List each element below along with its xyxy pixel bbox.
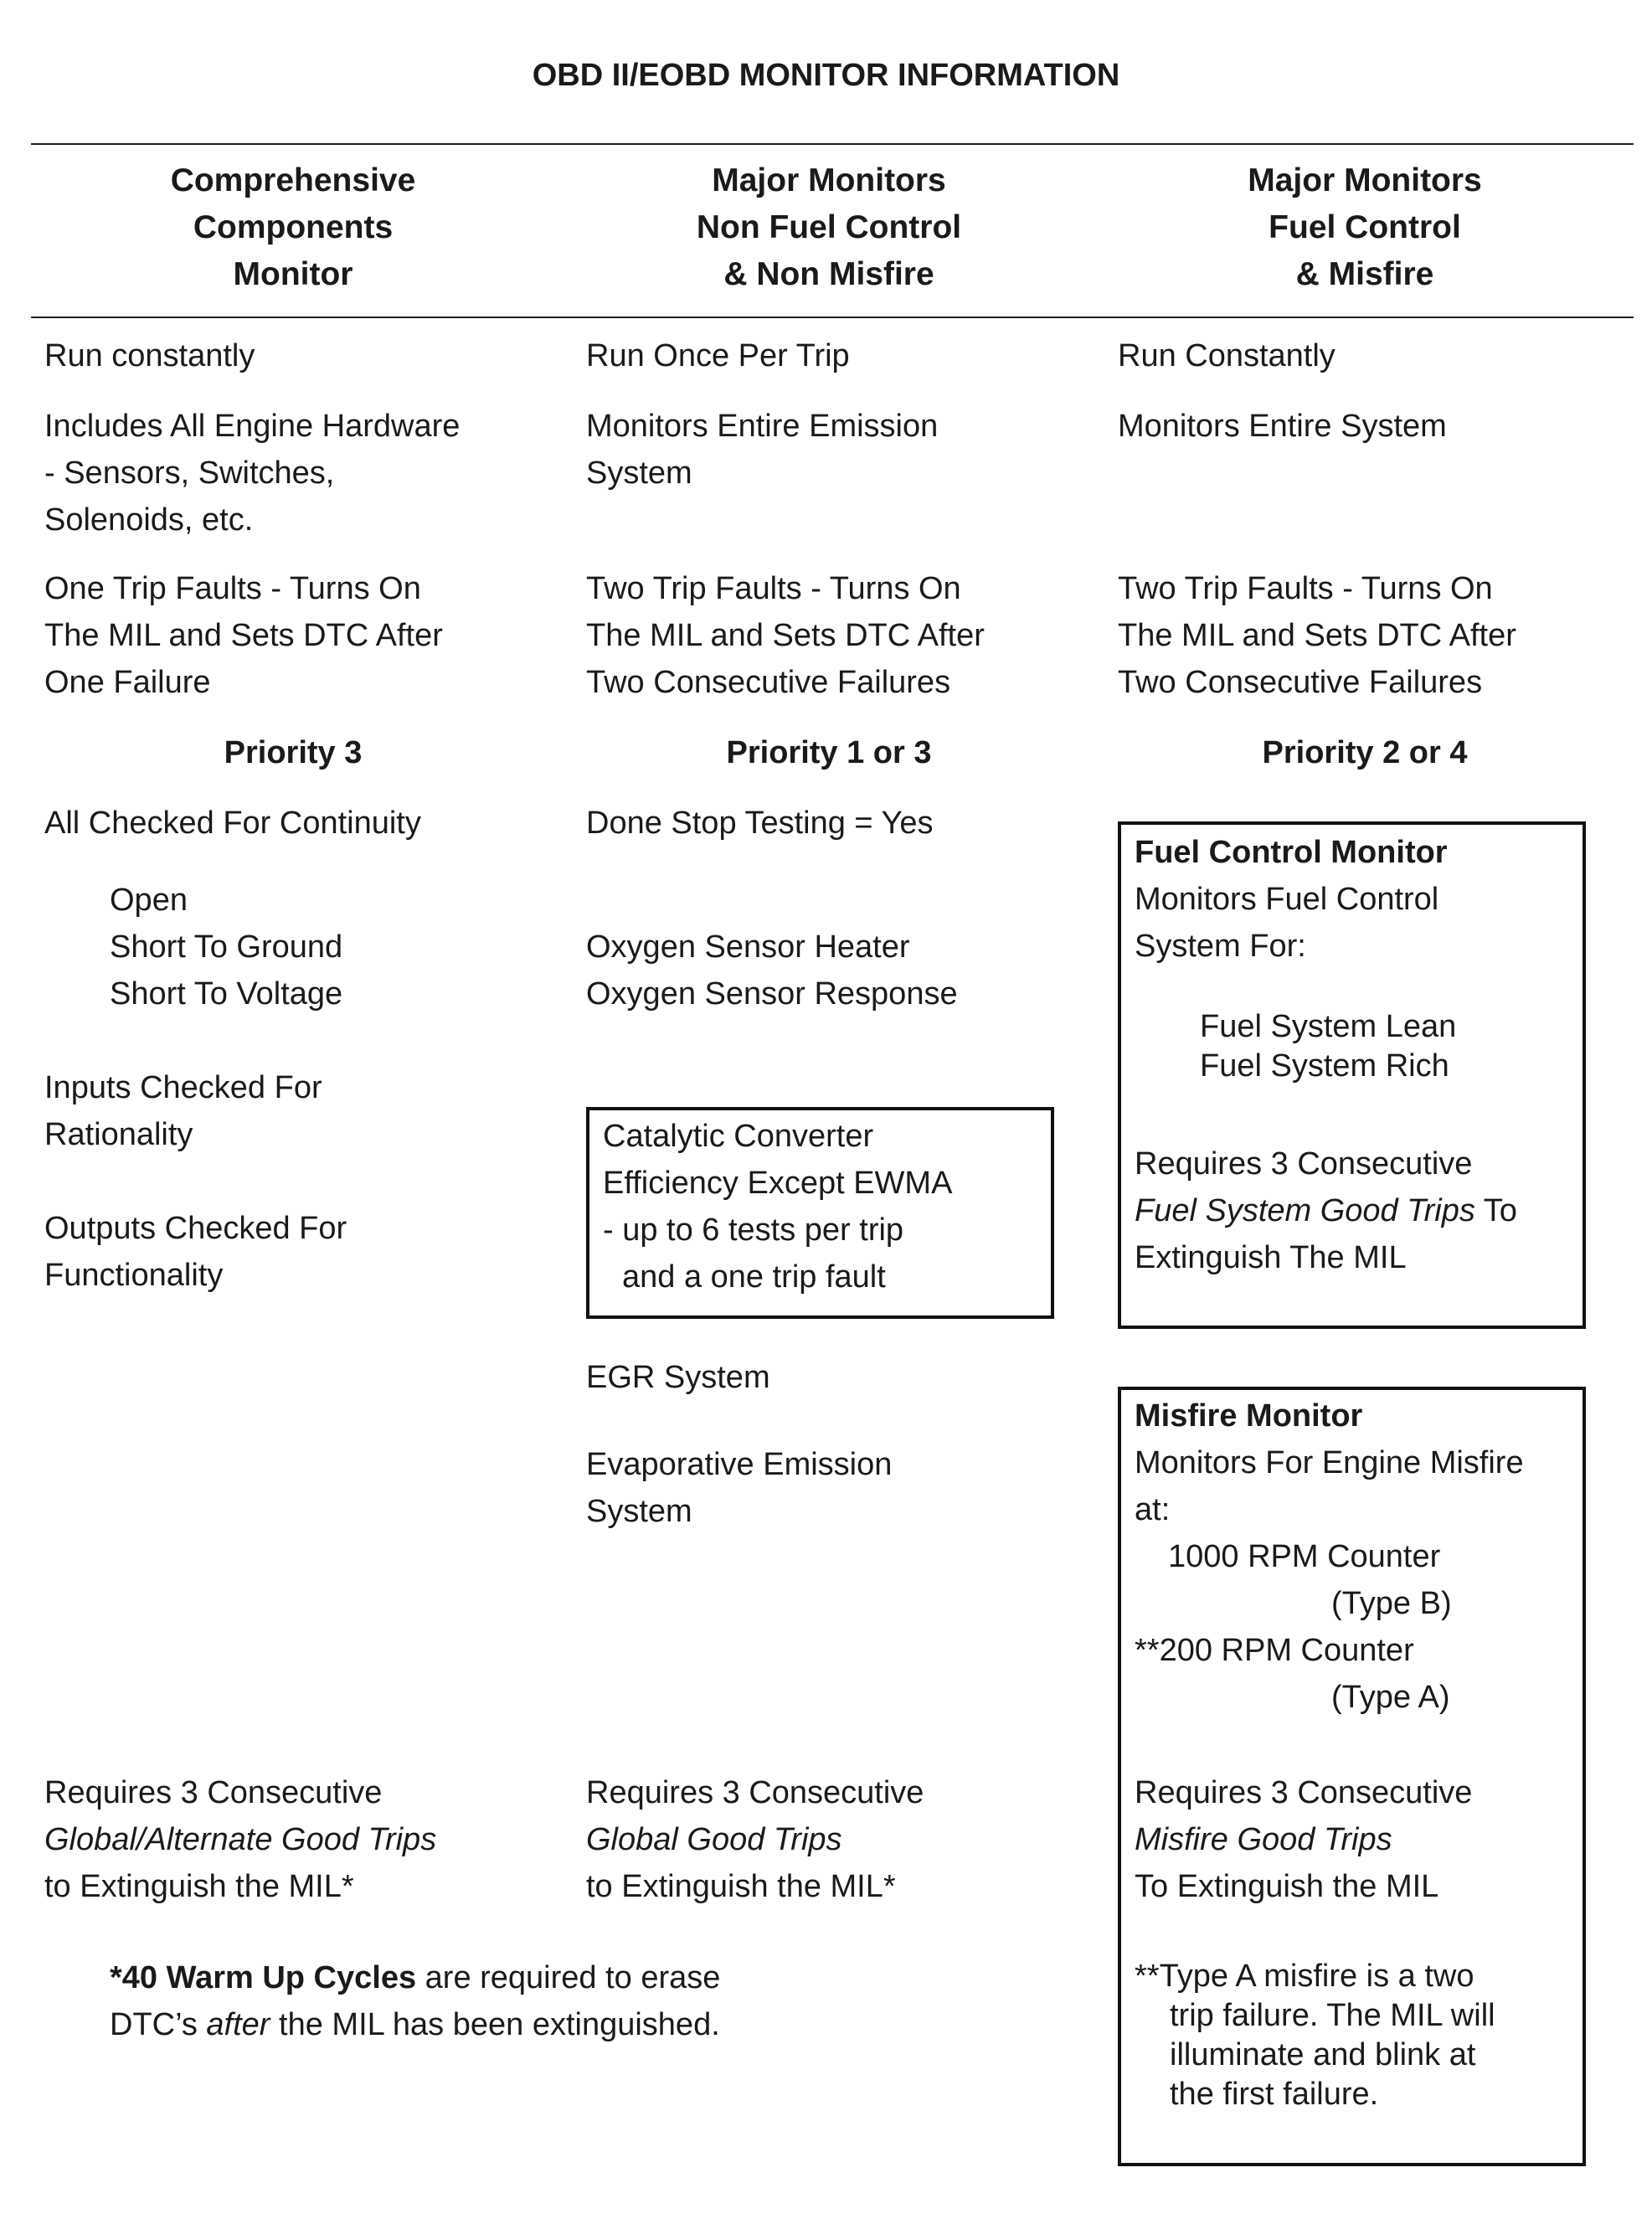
column-header-line: Components — [193, 209, 394, 245]
text-line: The MIL and Sets DTC After — [44, 618, 443, 653]
col3-priority: Priority 2 or 4 — [1262, 735, 1468, 770]
text-line: and a one trip fault — [622, 1259, 886, 1295]
text-line: - up to 6 tests per trip — [603, 1212, 904, 1248]
misfire-text — [1135, 1393, 1524, 1721]
text-line: Inputs Checked For — [44, 1070, 322, 1105]
column-header-line: & Non Misfire — [723, 256, 934, 292]
text-line: Requires 3 Consecutive — [586, 1775, 924, 1810]
text-line — [44, 1816, 436, 1863]
column-header-line: Non Fuel Control — [696, 209, 962, 245]
text-line: (Type A) — [1331, 1680, 1450, 1715]
text-line: System — [586, 456, 692, 491]
text-line: System For: — [1135, 929, 1306, 964]
col2-egr: EGR System — [586, 1360, 770, 1395]
good-trips-text: Fuel System Good Trips — [1135, 1193, 1475, 1228]
text-line: One Failure — [44, 665, 211, 700]
col2-done: Done Stop Testing = Yes — [586, 806, 934, 841]
text-line: The MIL and Sets DTC After — [586, 618, 985, 653]
col1-outputs — [44, 1205, 347, 1299]
col2-monitors — [586, 403, 938, 497]
text-line: **200 RPM Counter — [1135, 1633, 1414, 1668]
text-line: System — [586, 1494, 692, 1529]
text-line: Two Trip Faults - Turns On — [1118, 571, 1493, 606]
column-header-line: & Misfire — [1295, 256, 1434, 292]
col1-continuity: All Checked For Continuity — [44, 806, 421, 841]
column-header-line: Major Monitors — [1248, 162, 1482, 198]
column-header-line: Monitor — [233, 256, 353, 292]
misfire-title: Misfire Monitor — [1135, 1398, 1363, 1434]
col1-includes — [44, 403, 460, 543]
col2-requires — [586, 1769, 924, 1910]
text-line: Extinguish The MIL — [1135, 1240, 1407, 1275]
col2-priority: Priority 1 or 3 — [726, 735, 932, 770]
footnote-text: DTC’s — [110, 2007, 207, 2042]
text-line: One Trip Faults - Turns On — [44, 571, 421, 606]
col1-faults — [44, 565, 443, 706]
col3-faults — [1118, 565, 1516, 706]
col2-run: Run Once Per Trip — [586, 338, 850, 373]
footnote — [110, 1954, 720, 2048]
text-line: Solenoids, etc. — [44, 502, 254, 538]
fuel-control-title: Fuel Control Monitor — [1135, 835, 1448, 870]
text-line: Requires 3 Consecutive — [1135, 1775, 1473, 1810]
catalyst-text — [603, 1113, 952, 1300]
page-title: OBD II/EOBD MONITOR INFORMATION — [532, 58, 1120, 93]
text-line: Short To Ground — [110, 929, 343, 965]
footnote-text: the MIL has been extinguished. — [270, 2007, 720, 2042]
text-line: Monitors For Engine Misfire — [1135, 1445, 1524, 1480]
to-text: To — [1474, 1193, 1517, 1228]
column-header-comprehensive — [126, 157, 461, 298]
fuel-requires — [1135, 1140, 1517, 1281]
text-line: Oxygen Sensor Response — [586, 976, 958, 1012]
text-line: Requires 3 Consecutive — [1135, 1146, 1473, 1182]
text-line: Fuel System Rich — [1200, 1048, 1449, 1084]
col2-faults — [586, 565, 985, 706]
text-line: Fuel System Lean — [1200, 1009, 1457, 1044]
text-line — [110, 2001, 720, 2048]
col3-run: Run Constantly — [1118, 338, 1335, 373]
text-line: (Type B) — [1331, 1586, 1452, 1621]
text-line: Catalytic Converter — [603, 1119, 874, 1154]
text-line: **Type A misfire is a two — [1135, 1959, 1474, 1994]
footnote-italic: after — [206, 2007, 270, 2042]
misfire-requires — [1135, 1769, 1472, 1910]
text-line: trip failure. The MIL will — [1170, 1998, 1495, 2033]
fuel-control-text — [1135, 829, 1448, 970]
text-line — [110, 1954, 720, 2001]
column-header-fuel-misfire — [1197, 157, 1532, 298]
text-line: Requires 3 Consecutive — [44, 1775, 383, 1810]
fuel-conditions — [1200, 1007, 1456, 1086]
col1-requires — [44, 1769, 436, 1910]
text-line: the first failure. — [1170, 2077, 1379, 2112]
text-line: Outputs Checked For — [44, 1211, 347, 1246]
text-line: Two Trip Faults - Turns On — [586, 571, 961, 606]
text-line: To Extinguish the MIL — [1135, 1869, 1439, 1904]
text-line: Short To Voltage — [110, 976, 343, 1012]
col1-check-list — [110, 877, 342, 1017]
footnote-bold: *40 Warm Up Cycles — [110, 1960, 417, 1995]
text-line: illuminate and blink at — [1170, 2037, 1476, 2072]
text-line: Two Consecutive Failures — [586, 665, 951, 700]
text-line: Monitors Entire Emission — [586, 409, 939, 444]
col2-oxygen — [586, 924, 958, 1017]
good-trips-text: Global/Alternate Good Trips — [44, 1822, 437, 1857]
text-line: Rationality — [44, 1117, 193, 1152]
text-line: Monitors Fuel Control — [1135, 882, 1439, 917]
top-rule — [31, 143, 1634, 145]
col1-inputs — [44, 1064, 322, 1158]
text-line: Oxygen Sensor Heater — [586, 929, 910, 965]
text-line: The MIL and Sets DTC After — [1118, 618, 1516, 653]
text-line: to Extinguish the MIL* — [586, 1869, 896, 1904]
col3-monitors: Monitors Entire System — [1118, 409, 1447, 444]
footnote-text: are required to erase — [416, 1960, 721, 1995]
text-line: Open — [110, 883, 188, 918]
col1-priority: Priority 3 — [224, 735, 363, 770]
col1-run: Run constantly — [44, 338, 255, 373]
good-trips-text: Global Good Trips — [586, 1822, 842, 1857]
good-trips-text: Misfire Good Trips — [1135, 1822, 1392, 1857]
misfire-note — [1135, 1957, 1495, 2114]
text-line: Evaporative Emission — [586, 1447, 893, 1482]
text-line: Two Consecutive Failures — [1118, 665, 1483, 700]
column-header-line: Comprehensive — [170, 162, 416, 198]
col2-evap — [586, 1441, 892, 1535]
text-line: Functionality — [44, 1258, 224, 1293]
text-line: Includes All Engine Hardware — [44, 409, 461, 444]
text-line: at: — [1135, 1492, 1171, 1527]
column-header-line: Major Monitors — [712, 162, 946, 198]
text-line — [1135, 1187, 1517, 1234]
text-line: to Extinguish the MIL* — [44, 1869, 354, 1904]
column-header-non-fuel — [661, 157, 996, 298]
column-header-line: Fuel Control — [1269, 209, 1461, 245]
text-line: 1000 RPM Counter — [1168, 1539, 1441, 1574]
header-rule — [31, 317, 1634, 318]
text-line — [586, 1816, 924, 1863]
text-line: - Sensors, Switches, — [44, 456, 335, 491]
text-line — [1135, 1816, 1472, 1863]
text-line: Efficiency Except EWMA — [603, 1166, 953, 1201]
